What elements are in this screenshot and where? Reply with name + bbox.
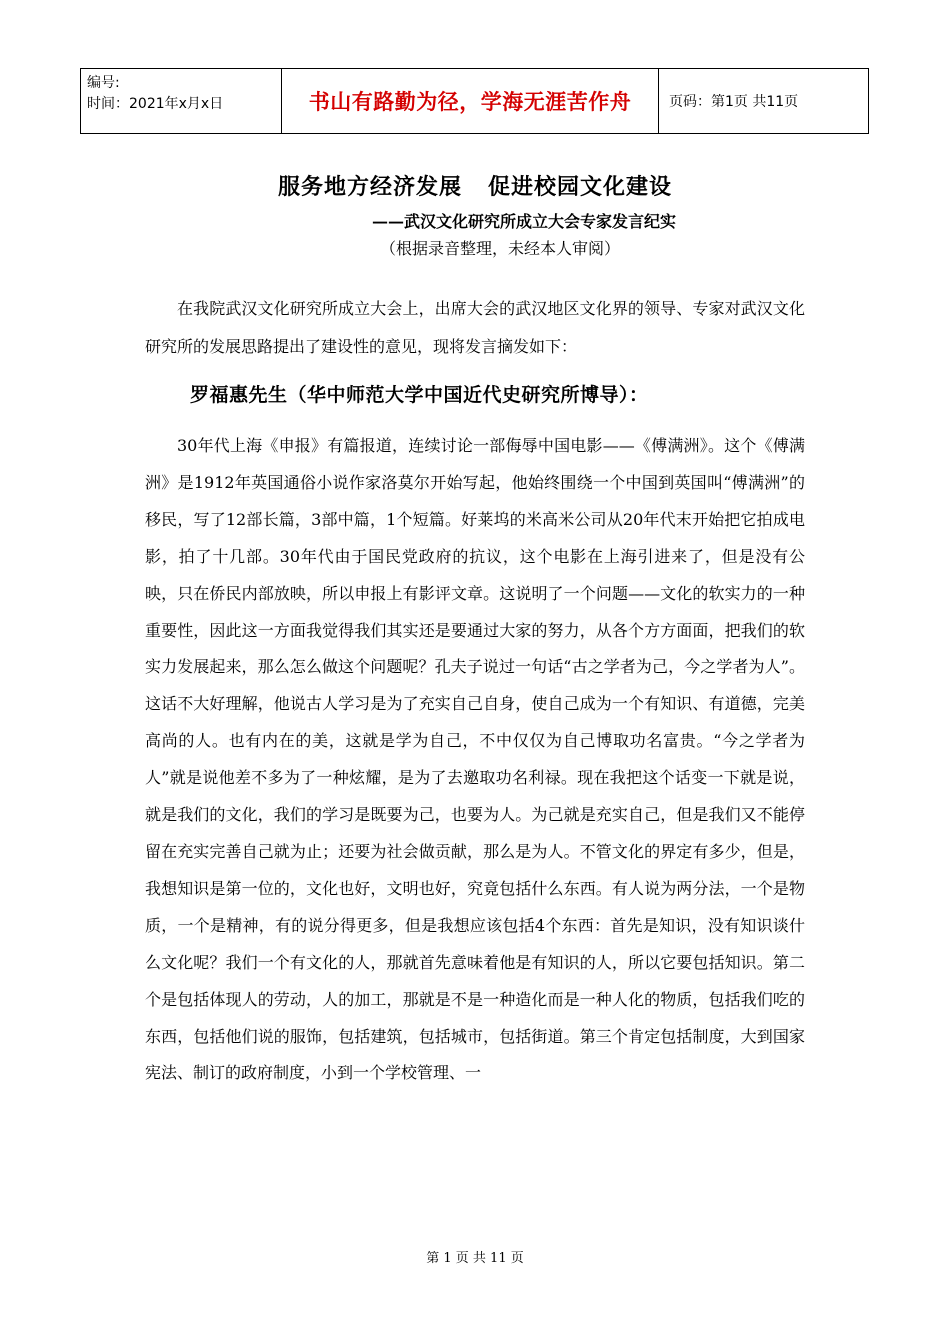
article-note: （根据录音整理，未经本人审阅）: [380, 239, 621, 258]
header-table: [80, 68, 869, 134]
article-title: 服务地方经济发展 促进校园文化建设: [278, 174, 672, 200]
speaker-heading: 罗福惠先生（华中师范大学中国近代史研究所博导）：: [190, 384, 649, 406]
header-meta-cell: [81, 69, 282, 133]
document-time-label: 时间：2021年x月x日: [87, 96, 224, 112]
header-page-info: 页码：第1页 共11页: [669, 94, 799, 110]
body-paragraph: 30年代上海《申报》有篇报道，连续讨论一部侮辱中国电影——《傅满洲》。这个《傅满洲》是1912年英国通俗小说作家洛莫尔开始写起，他始终围绕一个中国到英国叫“傅满洲”的移民，写了12部长篇，3部中篇，1个短篇。好莱坞的米高米公司从20年代末开始把它拍成电影，拍了十几部。30年代由于国民党政府的抗议，这个电影在上海引进来了，但是没有公映，只在侨民内部放映，所以申报上有影评文章。这说明了一个问题——文化的软实力的一种重要性，因此这一方面我觉得我们其实还是要通过大家的努力，从各个方方面面，把我们的软实力发展起来，那么怎么做这个问题呢？孔夫子说过一句话“古之学者为己，今之学者为人”。这话不大好理解，他说古人学习是为了充实自己自身，使自己成为一个有知识、有道德，完美高尚的人。也有内在的美，这就是学为自己，不中仅仅为自己博取功名富贵。“今之学者为人”就是说他差不多为了一种炫耀，是为了去邀取功名利禄。现在我把这个话变一下就是说，就是我们的文化，我们的学习是既要为己，也要为人。为己就是充实自己，但是我们又不能停留在充实完善自己就为止；还要为社会做贡献，那么是为人。不管文化的界定有多少，但是，我想知识是第一位的，文化也好，文明也好，究竟包括什么东西。有人说为两分法，一个是物质，一个是精神，有的说分得更多，但是我想应该包括4个东西：首先是知识，没有知识谈什么文化呢？我们一个有文化的人，那就首先意味着他是有知识的人，所以它要包括知识。第二个是包括体现人的劳动，人的加工，那就是不是一种造化而是一种人化的物质，包括我们吃的东西，包括他们说的服饰，包括建筑，包括城市，包括街道。第三个肯定包括制度，大到国家宪法、制订的政府制度，小到一个学校管理、一: [145, 436, 805, 1083]
document-number-label: 编号:: [87, 75, 120, 91]
header-motto: 书山有路勤为径，学海无涯苦作舟: [282, 69, 659, 133]
article-subtitle: ——武汉文化研究所成立大会专家发言纪实: [372, 212, 677, 231]
page-footer: 第 1 页 共 11 页: [426, 1251, 524, 1266]
intro-paragraph: 在我院武汉文化研究所成立大会上，出席大会的武汉地区文化界的领导、专家对武汉文化研究所的发展思路提出了建设性的意见，现将发言摘发如下：: [145, 299, 805, 356]
